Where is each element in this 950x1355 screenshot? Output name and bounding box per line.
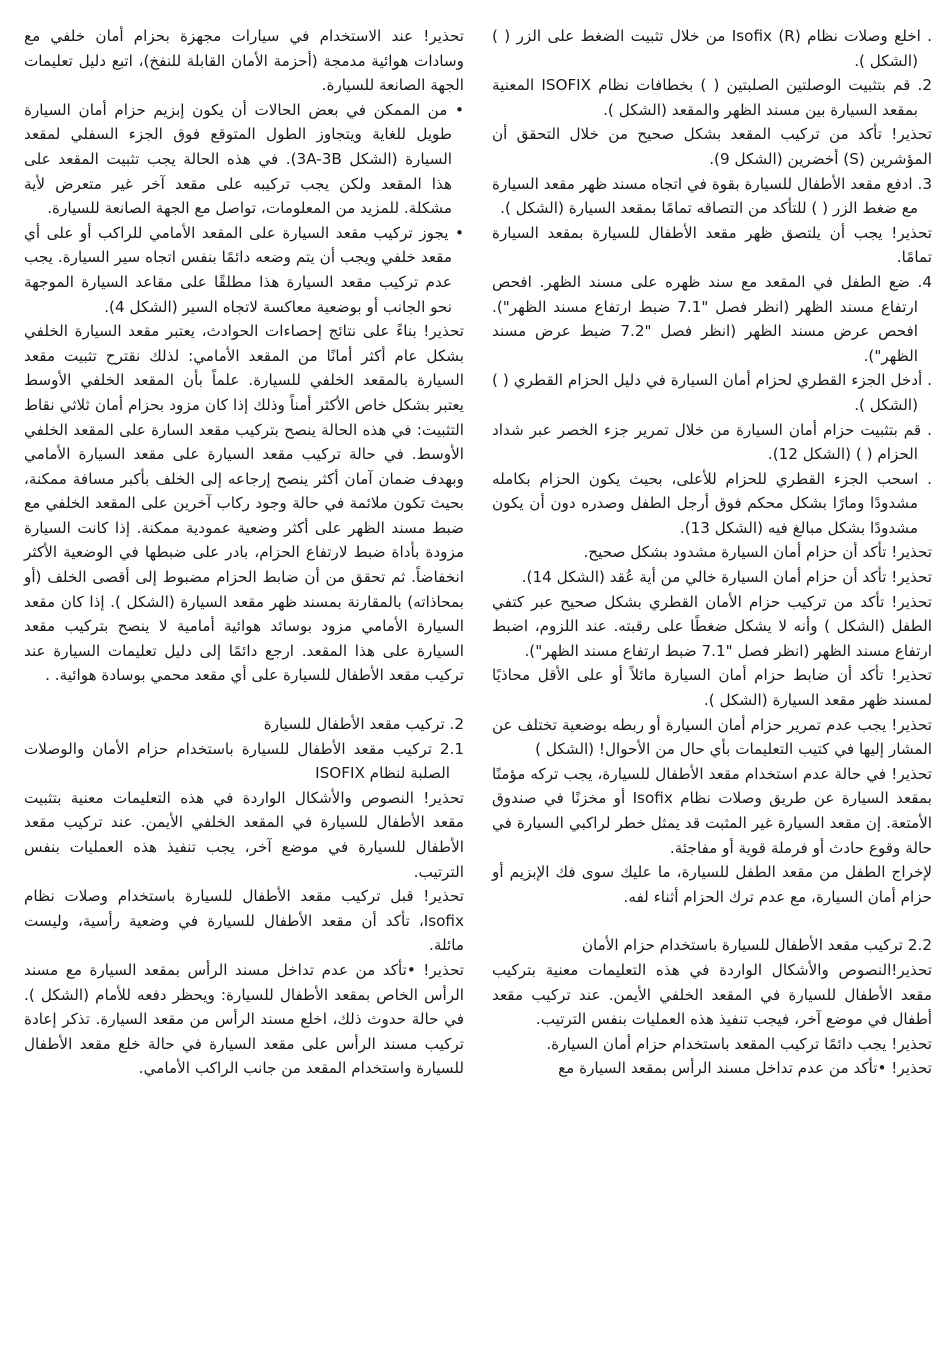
step-release-isofix: . اخلع وصلات نظام Isofix (R) من خلال تثبيت الضغط على الزر ( ) (الشكل ). [492, 27, 933, 70]
section-heading-2-2: 2.2 تركيب مقعد الأطفال للسيارة باستخدام حزام الأمان [581, 936, 932, 955]
warning-backrest-contact: تحذير! يجب أن يلتصق ظهر مقعد الأطفال للسيارة بمقعد السيارة تمامًا. [492, 223, 932, 267]
warning-belt-no-knots: تحذير! تأكد أن حزام أمان السيارة خالي من أية عُقد (الشكل 14). [521, 568, 932, 587]
manual-page [24, 24, 932, 1355]
spacer [24, 688, 464, 712]
warning-right-rear-install: تحذير!النصوص والأشكال الواردة في هذه التعليمات معنية بتركيب مقعد الأطفال للسيارة في المقعد الخلفي الأيمن. عند تركيب مقعد أطفال في موضع آخر، فيجب تنفيذ هذه العمليات بنفس الترتيب. [492, 960, 932, 1029]
bullet-buckle-length: • من الممكن في بعض الحالات أن يكون إبزيم حزام أمان السيارة طويل للغاية ويتجاوز الطول المتوقع فوق الجزء السفلي لمقعد السيارة (الشكل 3A-3B). في هذه الحالة يجب تثبيت المقعد على هذا المقعد ولكن يجب تركيبه على مقعد آخر غير متعرض لأية مشكلة. للمزيد من المعلومات، تواصل مع الجهة الصانعة للسيارة. [24, 100, 464, 218]
section-heading-2-1: 2.1 تركيب مقعد الأطفال للسيارة باستخدام حزام الأمان والوصلات الصلبة لنظام ISOFIX [24, 739, 464, 783]
warning-indicators-green: تحذير! تأكد من تركيب المقعد بشكل صحيح من خلال التحقق أن المؤشرين (S) أخضرين (الشكل 9). [492, 125, 932, 168]
section-heading-2: 2. تركيب مقعد الأطفال للسيارة [263, 715, 464, 734]
step-2-fix-connectors: 2. قم بتثبيت الوصلتين الصلبتين ( ) بخطافات نظام ISOFIX المعنية بمقعد السيارة بين مسند الظهر والمقعد (الشكل ). [492, 76, 932, 119]
step-tighten-belt: . اسحب الجزء القطري للحزام للأعلى، بحيث يكون الحزام بكامله مشدودًا ومارًا بشكل محكم فوق أرجل الطفل وصدره دون أن يكون مشدودًا بشكل مبالغ فيه (الشكل 13). [492, 469, 932, 537]
warning-headrest: تحذير! •تأكد من عدم تداخل مسند الرأس بمقعد السيارة مع مسند الرأس الخاص بمقعد الأطفال للسيارة: ويحظر دفعه للأمام (الشكل ). في حالة حدوث ذلك، اخلع مسند الرأس من مقعد السيارة. تذكر إعادة تركيب مسند الرأس على مقعد السيارة في حالة خلع مقعد الأطفال للسيارة واستخدام المقعد من جانب الراكب الأمامي. [24, 960, 464, 1078]
column-left [24, 24, 464, 1355]
warning-headrest-interference: تحذير! •تأكد من عدم تداخل مسند الرأس بمقعد السيارة مع [558, 1059, 932, 1078]
warning-upright-position: تحذير! قبل تركيب مقعد الأطفال للسيارة باستخدام وصلات نظام Isofix، تأكد أن مقعد الأطفال للسيارة في وضعية رأسية، وليست مائلة. [24, 887, 464, 955]
warning-rear-seat-safety: تحذير! بناءً على نتائج إحصاءات الحوادث، يعتبر مقعد السيارة الخلفي بشكل عام أكثر أمانًا من المقعد الأمامي: لذلك نقترح تثبيت مقعد السيارة بالمقعد الخلفي للسيارة. علماً بأن المقعد الخلفي الأوسط يعتبر بشكل خاص الأكثر أمناً وذلك إذا كان مزود بحزام أمان ثلاثي نقاط التثبيت: في هذه الحالة ينصح بتركيب مقعد السارة على المقعد الخلفي الأوسط. في حالة تركيب مقعد السيارة على مقعد السيارة الأمامي وبهدف ضمان آمان أكثر ينصح إرجاعه إلى الخلف بأكبر مسافة ممكنة، بحيث تكون ملائمة في حالة وجود ركاب آخرين على المقعد الخلفي مع ضبط مسند الظهر على أكثر وضعية عمودية ممكنة. إذا كانت السيارة مزودة بأداة ضبط لارتفاع الحزام، بادر على ضبطها في الوضعية الأكثر انخفاضاً. ثم تحقق من أن ضابط الحزام مضبوط إلى أقصى الخلف (أو بمحاذاته) بالمقارنة بمسند ظهر مقعد السيارة (الشكل ). إذا كان مقعد السيارة الأمامي مزود بوسائد هوائية أمامية لا ينصح بتركيب مقعد السيارة على هذا المقعد. ارجع دائمًا إلى دليل تعليمات السيارة عند تركيب مقعد الأطفال للسيارة على أي مقعد محمي بوسادة هوائية. . [24, 322, 464, 685]
step-4-place-child: 4. ضع الطفل في المقعد مع سند ظهره على مسند الظهر. افحص ارتفاع مسند الظهر (انظر فصل "7.1 ضبط ارتفاع مسند الظهر"). افحص عرض مسند الظهر (انظر فصل "7.2 ضبط عرض مسند الظهر"). [492, 272, 932, 365]
warning-belt-routing: تحذير! يجب عدم تمرير حزام أمان السيارة أو ربطه بوضعية تختلف عن المشار إليها في كتيب التعليمات بأي حال من الأحوال! (الشكل ) [492, 715, 932, 759]
warning-belt-adjuster: تحذير! تأكد أن ضابط حزام أمان السيارة مائلاً أو على الأقل محاذيًا لمسند ظهر مقعد السيارة (الشكل ). [492, 666, 932, 710]
warning-airbag-belts: تحذير! عند الاستخدام في سيارات مجهزة بحزام أمان خلفي مع وسادات هوائية مدمجة (أحزمة الأمان القابلة للنفخ)، اتبع دليل تعليمات الجهة الصانعة للسيارة. [24, 27, 464, 95]
instruction-remove-child: لإخراج الطفل من مقعد الطفل للسيارة، ما عليك سوى فك الإبزيم أو حزام أمان السيارة، مع عدم ترك الحزام أثناء لفه. [492, 863, 932, 906]
step-3-push-seat: 3. ادفع مقعد الأطفال للسيارة بقوة في اتجاه مسند ظهر مقعد السيارة مع ضغط الزر ( ) للتأكد من التصاقه تمامًا بمقعد السيارة (الشكل ). [492, 174, 932, 218]
step-diagonal-guide: . أدخل الجزء القطري لحزام أمان السيارة في دليل الحزام القطري ( ) (الشكل ). [492, 371, 932, 414]
column-right [492, 24, 932, 1355]
warning-right-rear-seat: تحذير! النصوص والأشكال الواردة في هذه التعليمات معنية بتثبيت مقعد الأطفال للسيارة في المقعد الخلفي الأيمن. عند تركيب مقعد الأطفال للسيارة في موضع آخر، يجب تنفيذ هذه العمليات بنفس الترتيب. [24, 788, 464, 881]
bullet-seat-position: • يجوز تركيب مقعد السيارة على المقعد الأمامي للراكب أو على أي مقعد خلفي ويجب أن يتم وضعه دائمًا بنفس اتجاه سير السيارة. يجب عدم تركيب مقعد السيارة هذا مطلقًا على مقاعد السيارة الموجهة نحو الجانب أو بوضعية معاكسة لاتجاه السير (الشكل 4). [24, 223, 464, 316]
step-lap-belt: . قم بتثبيت حزام أمان السيارة من خلال تمرير جزء الخصر عبر شداد الحزام ( ) (الشكل 12). [492, 420, 932, 464]
warning-shoulder-belt: تحذير! تأكد من تركيب حزام الأمان القطري بشكل صحيح عبر كتفي الطفل (الشكل ) وأنه لا يشكل ضغطًا على رقبته. عند اللزوم، اضبط ارتفاع مسند الظهر (انظر فصل "7.1 ضبط ارتفاع مسند الظهر"). [492, 592, 932, 660]
warning-always-use-belt: تحذير! يجب دائمًا تركيب المقعد باستخدام حزام أمان السيارة. [546, 1034, 932, 1053]
warning-unused-seat: تحذير! في حالة عدم استخدام مقعد الأطفال للسيارة، يجب تركه مؤمنًا بمقعد السيارة عن طريق وصلات نظام Isofix أو مخزنًا في صندوق الأمتعة. إن مقعد السيارة غير المثبت قد يمثل خطر لراكبي السيارة في حالة وقوع حادث أو فرملة قوية أو مفاجئة. [492, 764, 932, 857]
spacer [492, 909, 932, 933]
warning-belt-tight: تحذير! تأكد أن حزام أمان السيارة مشدود بشكل صحيح. [583, 543, 932, 562]
